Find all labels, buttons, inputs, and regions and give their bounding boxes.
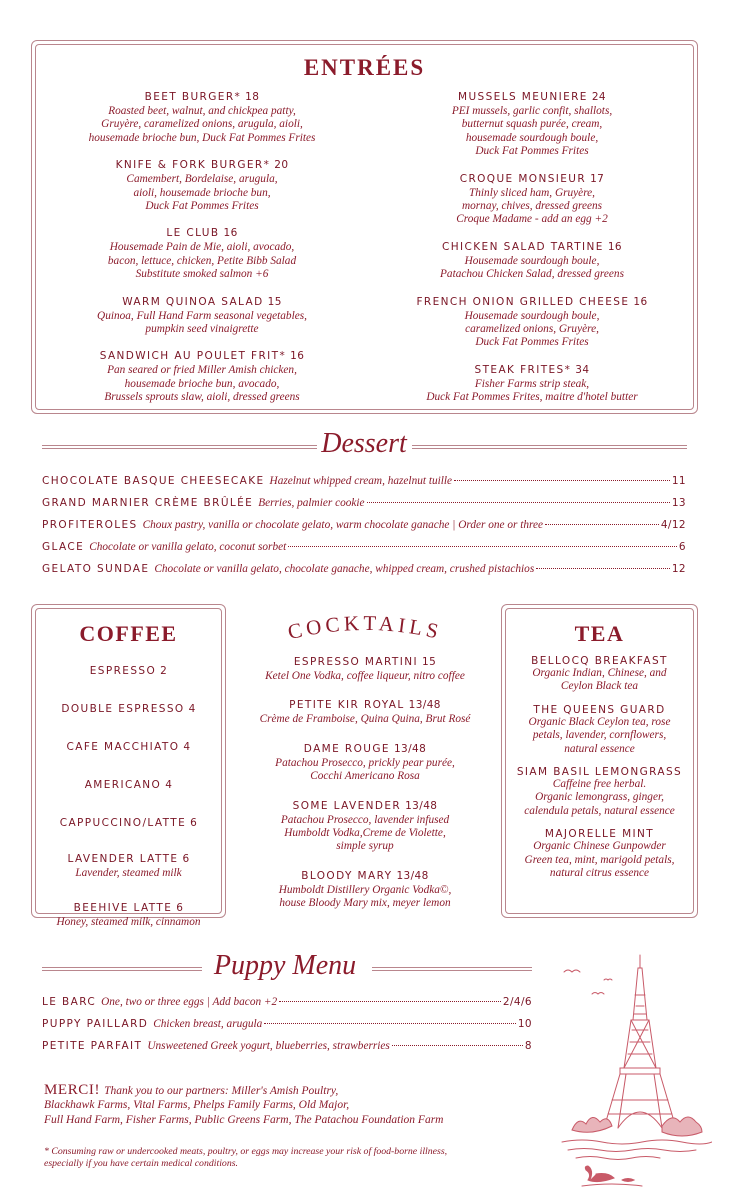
coffee-item: [32, 813, 225, 831]
entree-description: Croque Madame - add an egg +2: [456, 213, 608, 226]
coffee-item: [32, 849, 225, 880]
coffee-name: AMERICANO: [84, 779, 162, 791]
dessert-rule-left: [42, 445, 317, 446]
entree-price: 16: [607, 240, 622, 253]
entree-item: [372, 169, 692, 227]
entree-description: Duck Fat Pommes Frites, maitre d'hotel butter: [426, 391, 638, 404]
coffee-description: Honey, steamed milk, cinnamon: [56, 916, 201, 929]
disclaimer-line-2: especially if you have certain medical conditions.: [44, 1158, 238, 1169]
tea-description: Ceylon Black tea: [560, 680, 639, 693]
cocktail-price: 13/48: [405, 799, 438, 812]
entree-description: Pan seared or fried Miller Amish chicken,: [107, 364, 297, 377]
entree-item: [372, 87, 692, 159]
tea-item: [502, 655, 697, 694]
cocktail-name: DAME ROUGE: [303, 742, 390, 755]
cocktail-item: [240, 695, 490, 726]
tea-description: Organic lemongrass, ginger,: [535, 791, 664, 804]
puppy-description: One, two or three eggs | Add bacon +2: [101, 996, 278, 1008]
entree-description: butternut squash purée, cream,: [461, 118, 603, 131]
cocktail-name: ESPRESSO MARTINI: [293, 656, 418, 668]
entree-description: Patachou Chicken Salad, dressed greens: [440, 268, 624, 281]
entree-description: Quinoa, Full Hand Farm seasonal vegetables,: [97, 309, 307, 322]
cocktail-description: Patachou Prosecco, prickly pear purée,: [275, 756, 455, 769]
entree-heading: [372, 292, 692, 310]
entree-description: Housemade Pain de Mie, aioli, avocado,: [109, 241, 295, 254]
tea-name: BELLOCQ BREAKFAST: [531, 655, 668, 667]
tea-name: MAJORELLE MINT: [544, 828, 655, 841]
entrees-right-column: [372, 87, 692, 415]
entree-item: [42, 292, 362, 337]
dessert-description: Chocolate or vanilla gelato, chocolate ganache, whipped cream, crushed pistachios: [154, 563, 535, 575]
entree-heading: [42, 155, 362, 173]
cocktail-description: simple syrup: [336, 840, 394, 853]
coffee-item: [32, 699, 225, 717]
dot-leader: [279, 1001, 501, 1002]
entree-name: MUSSELS MEUNIERE: [457, 91, 588, 103]
svg-text:COCKTAILS: [286, 611, 445, 644]
puppy-price: 2/4/6: [502, 996, 532, 1008]
entree-heading: [372, 237, 692, 255]
cocktail-heading: [240, 739, 490, 757]
entree-name: KNIFE & FORK BURGER*: [115, 159, 271, 172]
entree-description: pumpkin seed vinaigrette: [145, 323, 259, 336]
puppy-rule-right: [372, 967, 532, 968]
merci-note: [44, 1082, 534, 1128]
disclaimer: [44, 1146, 514, 1170]
cocktail-description: house Bloody Mary mix, meyer lemon: [279, 897, 451, 910]
dessert-item: [42, 519, 686, 532]
entree-heading: [42, 346, 362, 364]
dessert-item: [42, 475, 686, 488]
entree-price: 20: [274, 159, 289, 172]
dot-leader: [367, 502, 670, 503]
cocktail-item: [240, 796, 490, 854]
coffee-price: 4: [183, 741, 191, 753]
entree-description: Camembert, Bordelaise, arugula,: [126, 173, 278, 186]
entree-item: [372, 292, 692, 350]
tea-title: TEA: [574, 621, 625, 646]
dessert-price: 12: [671, 563, 686, 575]
merci-line-2: Full Hand Farm, Fisher Farms, Public Greens Farm, The Patachou Foundation Farm: [44, 1114, 444, 1127]
tea-description: Green tea, mint, marigold petals,: [524, 853, 675, 866]
coffee-name: BEEHIVE LATTE: [73, 902, 173, 915]
cocktails-section: [240, 610, 490, 923]
cocktail-name: SOME LAVENDER: [292, 799, 402, 812]
entree-price: 15: [267, 295, 282, 308]
coffee-price: 2: [160, 665, 168, 677]
cocktail-heading: [240, 695, 490, 713]
entree-description: mornay, chives, dressed greens: [461, 200, 603, 213]
coffee-description: Lavender, steamed milk: [75, 867, 182, 879]
entree-description: Brussels sprouts slaw, aioli, dressed greens: [104, 391, 300, 404]
entrees-title: ENTRÉES: [303, 55, 426, 80]
entrees-left-column: [42, 87, 362, 415]
entree-heading: [372, 169, 692, 187]
tea-description: Organic Indian, Chinese, and: [532, 667, 667, 679]
dessert-description: Hazelnut whipped cream, hazelnut tuille: [269, 475, 453, 487]
dessert-name: GRAND MARNIER CRÈME BRÛLÉE: [42, 497, 254, 509]
puppy-title: Puppy Menu: [213, 950, 357, 981]
coffee-heading: [32, 737, 225, 755]
eiffel-tower-sketch-icon: [552, 950, 712, 1190]
coffee-heading: [32, 898, 225, 916]
tea-item: [502, 704, 697, 756]
coffee-title: COFFEE: [79, 621, 178, 646]
tea-item: [502, 828, 697, 880]
cocktail-description: Humboldt Distillery Organic Vodka©,: [278, 883, 452, 896]
dessert-price: 13: [671, 497, 686, 509]
entree-item: [42, 87, 362, 145]
coffee-name: ESPRESSO: [89, 665, 157, 677]
coffee-name: CAPPUCCINO/LATTE: [59, 817, 187, 829]
tea-description: calendula petals, natural essence: [524, 804, 675, 817]
tea-description: natural essence: [564, 742, 635, 755]
coffee-list: [32, 661, 225, 950]
coffee-heading: [32, 699, 225, 717]
dessert-name: GELATO SUNDAE: [42, 563, 150, 575]
entree-price: 18: [245, 91, 260, 103]
coffee-name: CAFE MACCHIATO: [66, 741, 180, 753]
dessert-price: 6: [678, 541, 686, 553]
entree-name: FRENCH ONION GRILLED CHEESE: [416, 295, 630, 308]
entree-heading: [372, 87, 692, 105]
cocktail-price: 13/48: [393, 742, 427, 755]
entree-description: Thinly sliced ham, Gruyère,: [468, 186, 596, 199]
tea-description: natural citrus essence: [549, 867, 650, 880]
cocktails-title-text: COCKTAILS: [285, 610, 445, 644]
cocktail-item: [240, 739, 490, 784]
coffee-item: [32, 775, 225, 793]
dessert-rule-right: [412, 445, 687, 446]
tea-list: [502, 655, 697, 890]
tea-name: THE QUEENS GUARD: [533, 703, 666, 716]
merci-title: MERCI!: [44, 1082, 101, 1098]
cocktail-description: Humboldt Vodka,Creme de Violette,: [284, 827, 446, 840]
entree-description: Housemade sourdough boule,: [464, 309, 600, 322]
coffee-item: [32, 898, 225, 929]
dot-leader: [264, 1023, 515, 1024]
cocktail-price: 13/48: [408, 699, 441, 712]
cocktail-description: Cocchi Americano Rosa: [310, 770, 420, 783]
tea-item: [502, 766, 697, 818]
cocktail-price: 15: [421, 656, 437, 668]
dot-leader: [536, 568, 670, 569]
tea-section: [501, 604, 698, 918]
entree-heading: [42, 223, 362, 241]
puppy-name: PETITE PARFAIT: [42, 1040, 143, 1052]
coffee-section: [31, 604, 226, 929]
cocktail-price: 13/48: [396, 869, 429, 882]
coffee-item: [32, 661, 225, 679]
dessert-name: CHOCOLATE BASQUE CHEESECAKE: [42, 475, 265, 487]
entree-description: Roasted beet, walnut, and chickpea patty,: [108, 105, 296, 117]
dessert-description: Berries, palmier cookie: [258, 497, 365, 509]
dessert-item: [42, 541, 686, 554]
entree-description: housemade brioche bun, Duck Fat Pommes Frites: [88, 131, 316, 144]
puppy-description: Chicken breast, arugula: [153, 1018, 263, 1030]
entree-price: 34: [575, 363, 590, 376]
entree-description: Housemade sourdough boule,: [464, 254, 600, 267]
dessert-description: Choux pastry, vanilla or chocolate gelato, warm chocolate ganache | Order one or three: [142, 519, 544, 531]
entree-price: 17: [590, 172, 605, 185]
puppy-price: 8: [524, 1040, 532, 1052]
entree-name: STEAK FRITES*: [474, 363, 572, 376]
coffee-heading: [32, 813, 225, 831]
entree-description: Duck Fat Pommes Frites: [145, 200, 259, 213]
coffee-heading: [32, 849, 225, 867]
coffee-price: 6: [176, 902, 184, 915]
entree-heading: [42, 87, 362, 105]
entree-description: PEI mussels, garlic confit, shallots,: [451, 105, 613, 117]
cocktail-item: [240, 652, 490, 683]
entree-description: Gruyère, caramelized onions, arugula, aioli,: [101, 118, 303, 131]
coffee-price: 6: [190, 817, 198, 829]
dessert-item: [42, 563, 686, 576]
entree-item: [42, 223, 362, 281]
entree-name: LE CLUB: [166, 227, 220, 240]
cocktail-description: Patachou Prosecco, lavender infused: [280, 813, 450, 826]
coffee-price: 4: [188, 703, 196, 715]
entree-item: [42, 346, 362, 404]
tea-description: Organic Chinese Gunpowder: [533, 840, 666, 853]
entree-price: 16: [223, 227, 238, 240]
entree-description: housemade brioche bun, avocado,: [124, 377, 280, 390]
puppy-price: 10: [517, 1018, 532, 1030]
entree-item: [372, 237, 692, 282]
dessert-price: 4/12: [660, 519, 686, 531]
dessert-title: Dessert: [321, 428, 407, 459]
disclaimer-line-1: * Consuming raw or undercooked meats, poultry, or eggs may increase your risk of food-borne illness,: [44, 1146, 448, 1157]
coffee-price: 6: [182, 853, 190, 865]
entree-description: housemade sourdough boule,: [465, 131, 599, 144]
entree-description: Duck Fat Pommes Frites: [475, 145, 589, 158]
coffee-item: [32, 737, 225, 755]
entree-price: 16: [290, 350, 305, 363]
tea-description: petals, lavender, cornflowers,: [532, 729, 667, 742]
entree-heading: [42, 292, 362, 310]
entree-description: Fisher Farms strip steak,: [474, 377, 590, 390]
entree-description: Duck Fat Pommes Frites: [475, 336, 589, 349]
entree-price: 24: [591, 91, 607, 103]
entree-name: CHICKEN SALAD TARTINE: [442, 240, 604, 253]
dessert-description: Chocolate or vanilla gelato, coconut sorbet: [89, 541, 287, 553]
puppy-name: PUPPY PAILLARD: [42, 1018, 149, 1030]
puppy-description: Unsweetened Greek yogurt, blueberries, strawberries: [147, 1040, 390, 1052]
entree-item: [372, 360, 692, 405]
dot-leader: [392, 1045, 523, 1046]
cocktail-heading: [240, 866, 490, 884]
puppy-item: [42, 1018, 532, 1031]
entree-name: BEET BURGER*: [144, 91, 242, 103]
cocktail-name: PETITE KIR ROYAL: [289, 699, 405, 712]
entree-item: [42, 155, 362, 213]
coffee-name: DOUBLE ESPRESSO: [61, 703, 185, 715]
dessert-item: [42, 497, 686, 510]
dot-leader: [545, 524, 659, 525]
coffee-heading: [32, 661, 225, 679]
entree-name: SANDWICH AU POULET FRIT*: [99, 350, 287, 363]
puppy-item: [42, 1040, 532, 1053]
cocktail-item: [240, 866, 490, 911]
coffee-price: 4: [165, 779, 173, 791]
tea-description: Organic Black Ceylon tea, rose: [528, 715, 671, 728]
cocktails-title: [240, 610, 490, 644]
dot-leader: [288, 546, 677, 547]
puppy-rule-left: [42, 967, 202, 968]
entree-description: bacon, lettuce, chicken, Petite Bibb Salad: [107, 254, 297, 267]
entree-name: WARM QUINOA SALAD: [122, 295, 264, 308]
entree-description: Substitute smoked salmon +6: [135, 268, 269, 281]
dessert-name: GLACE: [42, 541, 85, 553]
cocktail-description: Ketel One Vodka, coffee liqueur, nitro coffee: [265, 670, 465, 682]
cocktail-heading: [240, 652, 490, 670]
dessert-price: 11: [671, 475, 686, 487]
cocktail-name: BLOODY MARY: [301, 869, 393, 882]
dessert-name: PROFITEROLES: [42, 519, 138, 531]
cocktail-description: Crème de Framboise, Quina Quina, Brut Rosé: [259, 713, 471, 726]
tea-description: Caffeine free herbal.: [552, 778, 647, 791]
entree-description: aioli, housemade brioche bun,: [133, 186, 271, 199]
coffee-heading: [32, 775, 225, 793]
dot-leader: [454, 480, 670, 481]
entrees-section: [31, 40, 698, 414]
coffee-name: LAVENDER LATTE: [67, 853, 179, 865]
entree-name: CROQUE MONSIEUR: [459, 172, 587, 185]
entree-description: caramelized onions, Gruyère,: [465, 323, 599, 336]
entree-price: 16: [633, 295, 648, 308]
cocktail-list: [240, 652, 490, 911]
merci-line-1: Blackhawk Farms, Vital Farms, Phelps Family Farms, Old Major,: [44, 1099, 350, 1112]
merci-text-first: Thank you to our partners: Miller's Amish Poultry,: [104, 1085, 339, 1097]
puppy-item: [42, 996, 532, 1009]
puppy-name: LE BARC: [42, 996, 97, 1008]
entree-heading: [372, 360, 692, 378]
cocktail-heading: [240, 796, 490, 814]
tea-name: SIAM BASIL LEMONGRASS: [516, 766, 683, 779]
